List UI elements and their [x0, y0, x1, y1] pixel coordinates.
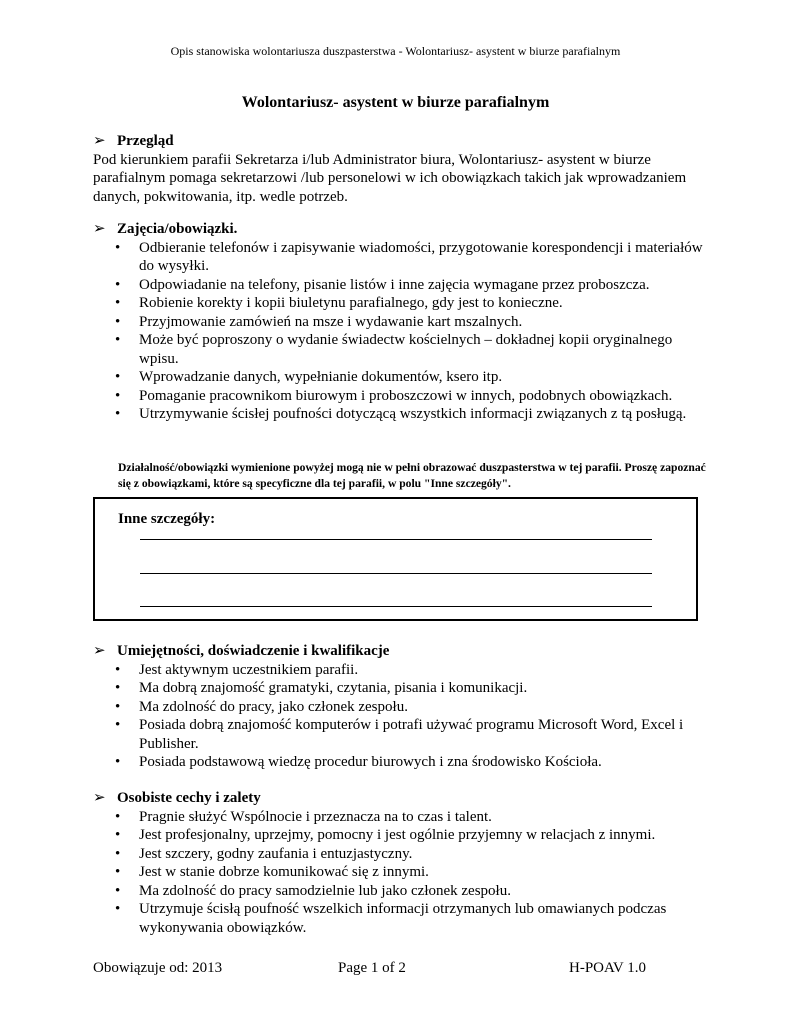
list-item: • Pragnie służyć Wspólnocie i przeznacza na to czas i talent.: [115, 808, 492, 825]
section-zajecia: [93, 220, 703, 424]
footer-page-number: Page 1 of 2: [338, 960, 406, 976]
section-heading: ➢ Zajęcia/obowiązki.: [93, 221, 238, 237]
list-item: • Jest profesjonalny, uprzejmy, pomocny i jest ogólnie przyjemny w relacjach z innymi.: [115, 827, 656, 843]
arrow-bullet-icon: ➢: [93, 643, 106, 659]
list-item: • Jest w stanie dobrze komunikować się z innymi.: [115, 864, 429, 880]
list-item: • Robienie korekty i kopii biuletynu parafialnego, gdy jest to konieczne.: [115, 295, 563, 311]
bullet-icon: •: [115, 313, 121, 330]
duties-list: [93, 239, 703, 424]
bullet-icon: •: [115, 406, 121, 422]
bullet-icon: •: [115, 680, 121, 696]
parish-note: Działalność/obowiązki wymienione powyżej mogą nie w pełni obrazować duszpasterstwa w tej parafii. Proszę zapoznać się z obowiązkami, które są specyficzne dla tej parafii, w polu "Inne szczegóły".: [118, 461, 706, 490]
skills-list: [93, 661, 703, 772]
bullet-icon: •: [115, 387, 121, 404]
traits-list: [93, 808, 703, 938]
bullet-icon: •: [115, 882, 121, 899]
fill-line[interactable]: [140, 573, 652, 574]
list-item: • Przyjmowanie zamówień na msze i wydawanie kart mszalnych.: [115, 313, 523, 330]
section-cechy: [93, 789, 703, 937]
fill-line[interactable]: [140, 606, 652, 607]
list-item: • Odbieranie telefonów i zapisywanie wiadomości, przygotowanie korespondencji i materiałów do wysyłki.: [115, 239, 703, 274]
list-item: • Utrzymywanie ścisłej poufności dotyczącą wszystkich informacji związanych z tą posługą.: [115, 406, 687, 422]
bullet-icon: •: [115, 369, 121, 385]
list-item: • Ma zdolność do pracy, jako członek zespołu.: [115, 698, 408, 715]
bullet-icon: •: [115, 845, 121, 862]
fill-line[interactable]: [140, 539, 652, 540]
list-item: • Ma zdolność do pracy samodzielnie lub jako członek zespołu.: [115, 882, 511, 899]
bullet-icon: •: [115, 864, 121, 880]
arrow-bullet-icon: ➢: [93, 221, 106, 237]
bullet-icon: •: [115, 827, 121, 843]
bullet-icon: •: [115, 295, 121, 311]
section-body: Pod kierunkiem parafii Sekretarza i/lub Administrator biura, Wolontariusz- asystent w biurze parafialnym pomaga sekretarzowi /lub personelowi w ich obowiązkach takich jak wprowadzaniem danych, pokwitowania, itp. wedle potrzeb.: [93, 151, 687, 205]
section-przeglad: [93, 132, 703, 206]
bullet-icon: •: [115, 661, 121, 678]
list-item: • Ma dobrą znajomość gramatyki, czytania, pisania i komunikacji.: [115, 680, 528, 696]
bullet-icon: •: [115, 808, 121, 825]
section-heading: ➢ Osobiste cechy i zalety: [93, 790, 261, 806]
other-details-box: [93, 497, 698, 621]
bullet-icon: •: [115, 332, 121, 348]
list-item: • Posiada dobrą znajomość komputerów i potrafi używać programu Microsoft Word, Excel i Publisher.: [115, 717, 684, 752]
list-item: • Pomaganie pracownikom biurowym i proboszczowi w innych, podobnych obowiązkach.: [115, 387, 673, 404]
bullet-icon: •: [115, 239, 121, 256]
footer-effective-date: Obowiązuje od: 2013: [93, 960, 223, 976]
list-item: • Posiada podstawową wiedzę procedur biurowych i zna środowisko Kościoła.: [115, 754, 602, 770]
section-heading: ➢ Przegląd: [93, 133, 174, 149]
list-item: • Jest aktywnym uczestnikiem parafii.: [115, 661, 359, 678]
arrow-bullet-icon: ➢: [93, 133, 106, 149]
section-umiejetnosci: [93, 642, 703, 772]
section-heading: ➢ Umiejętności, doświadczenie i kwalifikacje: [93, 643, 390, 659]
list-item: • Odpowiadanie na telefony, pisanie listów i inne zajęcia wymagane przez proboszcza.: [115, 276, 650, 293]
bullet-icon: •: [115, 717, 121, 733]
bullet-icon: •: [115, 698, 121, 715]
arrow-bullet-icon: ➢: [93, 790, 106, 806]
bullet-icon: •: [115, 754, 121, 770]
list-item: • Wprowadzanie danych, wypełnianie dokumentów, ksero itp.: [115, 369, 503, 385]
footer-doc-code: H-POAV 1.0: [569, 960, 646, 976]
bullet-icon: •: [115, 901, 121, 917]
list-item: • Może być poproszony o wydanie świadectw kościelnych – dokładnej kopii oryginalnego wpisu.: [115, 332, 673, 367]
page-header: Opis stanowiska wolontariusza duszpasterstwa - Wolontariusz- asystent w biurze parafialnym: [170, 44, 621, 58]
bullet-icon: •: [115, 276, 121, 293]
document-title: Wolontariusz- asystent w biurze parafialnym: [241, 94, 550, 111]
list-item: • Jest szczery, godny zaufania i entuzjastyczny.: [115, 845, 413, 862]
other-details-label: Inne szczegóły:: [118, 511, 216, 527]
list-item: • Utrzymuje ścisłą poufność wszelkich informacji otrzymanych lub omawianych podczas wykonywania obowiązków.: [115, 901, 667, 936]
